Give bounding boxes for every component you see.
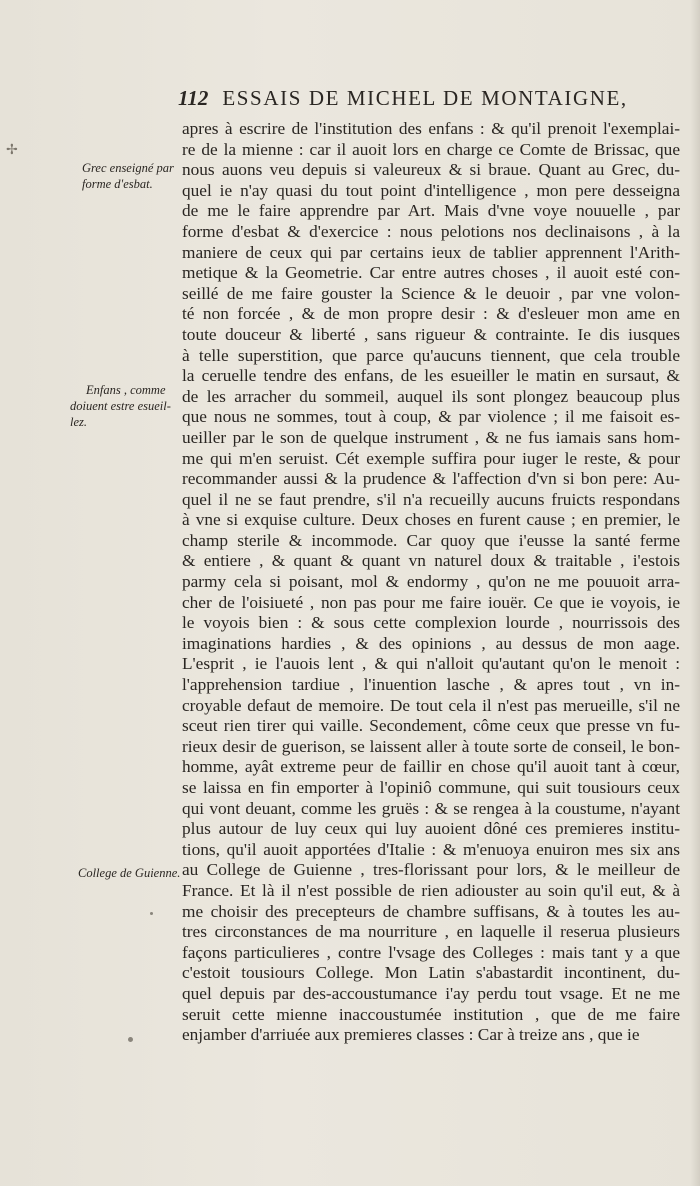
text-line: de les arracher du sommeil, auquel ils sont plongez beaucoup plus	[182, 386, 680, 406]
text-line: parmy cela si poisant, mol & endormy , qu'on ne me pouuoit arra-	[182, 572, 680, 592]
margin-note-greek	[82, 160, 182, 192]
text-line: enjamber d'arriuée aux premieres classes : Car à treize ans , que ie	[182, 1025, 640, 1045]
text-line: plus autour de luy ceux qui luy auoient dôné ces premieres institu-	[182, 819, 680, 839]
text-line: l'apprehension tardiue , l'inuention lasche , & apres tout , vn in-	[182, 675, 680, 695]
text-line: qui vont deuant, comme les gruës : & se rengea à la coustume, n'ayant	[182, 798, 680, 818]
text-line: champ sterile & incommode. Car quoy que i'eusse la santé ferme	[182, 530, 680, 550]
text-line: seillé de me faire gouster la Science & le deuoir , par vne volon-	[182, 283, 680, 303]
running-title: ESSAIS DE MICHEL DE MONTAIGNE,	[222, 86, 628, 110]
gutter-ornament: ✢	[6, 142, 18, 158]
margin-note-line: Enfans , comme	[86, 383, 166, 397]
text-line: seruit cette mienne inaccoustumée institution , que de me faire	[182, 1004, 680, 1024]
text-line: toute douceur & liberté , sans rigueur & contrainte. Ie dis iusques	[182, 324, 680, 344]
text-line: homme, ayât extreme peur de faillir en chose qu'il auoit tant à cœur,	[182, 757, 680, 777]
text-line: rieux desir de guerison, se laissent aller à toute sorte de conseil, le bon-	[182, 736, 680, 756]
text-line: ueiller par le son de quelque instrument , & ne fus iamais sans hom-	[182, 427, 680, 447]
text-line: L'esprit , ie l'auois lent , & qui n'alloit qu'autant qu'on le menoit :	[182, 654, 680, 674]
ink-spot	[150, 912, 153, 915]
body-text	[182, 119, 680, 1046]
text-line: metique & la Geometrie. Car entre autres choses , il auoit esté con-	[182, 263, 680, 283]
text-line: de me le faire apprendre par Art. Mais d'vne voye nouuelle , par	[182, 201, 680, 221]
margin-note-enfans	[70, 382, 178, 430]
text-line: & entiere , & quant & quant vn naturel doux & traitable , i'estois	[182, 551, 680, 571]
text-line: apres à escrire de l'institution des enfans : & qu'il prenoit l'exemplai-	[182, 119, 680, 138]
text-line: le voyois bien : & sous cette complexion lourde , nourrissois des	[182, 613, 680, 633]
text-line: à telle superstition, que parce qu'aucuns tiennent, que cela trouble	[182, 345, 680, 365]
text-line: recommander aussi & la prudence & l'affection d'vn si bon pere: Au-	[182, 469, 680, 489]
text-line: façons particulieres , contre l'vsage des Colleges : mais tant y a que	[182, 942, 680, 962]
running-head	[178, 86, 628, 111]
text-line: France. Et là il n'est possible de rien adiouster au soin qu'il eut, & à	[182, 880, 680, 900]
text-line: tions, qu'il auoit apportées d'Italie : & m'enuoya enuiron mes six ans	[182, 839, 680, 859]
margin-note-line: lez.	[70, 415, 88, 429]
text-line: imaginations hardies , & des opinions , au dessus de mon aage.	[182, 633, 680, 653]
text-line: maniere de ceux qui par certains ieux de tablier apprennent l'Arith-	[182, 242, 680, 262]
text-line: me choisir des precepteurs de chambre suffisans, & à toutes les au-	[182, 901, 680, 921]
margin-note-college	[78, 865, 188, 881]
text-line: à vne si exquise culture. Deux choses en furent cause ; en premier, le	[182, 510, 680, 530]
text-line: sceut rien tirer qui vaille. Secondement, côme ceux que presse vn fu-	[182, 716, 680, 736]
text-line: tres circonstances de ma nourriture , en laquelle il reserua plusieurs	[182, 922, 680, 942]
text-line: forme d'esbat & d'exercice : nous pelotions nos declinaisons , à la	[182, 221, 680, 241]
margin-note-line: forme d'esbat.	[82, 177, 153, 191]
text-line: la ceruelle tendre des enfans, de les esueiller le matin en sursaut, &	[182, 366, 680, 386]
text-line: quel il ne se faut prendre, s'il n'a recueilly aucuns fruicts respondans	[182, 489, 680, 509]
text-line: quel ie n'ay quasi du tout point d'intelligence , mon pere desseigna	[182, 180, 680, 200]
text-line: se laissa en fin emporter à l'opiniô commune, qui suit tousiours ceux	[182, 778, 680, 797]
ink-spot	[128, 1037, 133, 1042]
text-line: cher de l'oisiueté , non pas pour me faire iouër. Ce que ie voyois, ie	[182, 592, 680, 612]
text-line: quel depuis par des-accoustumance i'ay perdu tout vsage. Et ne me	[182, 983, 680, 1003]
text-line: que nous ne sommes, tout à coup, & par violence ; il me faisoit es-	[182, 407, 680, 427]
text-line: au College de Guienne , tres-florissant pour lors, & le meilleur de	[182, 860, 680, 880]
text-line: re de la mienne : car il auoit lors en charge ce Comte de Brissac, que	[182, 139, 680, 159]
margin-note-line: Grec enseigné par	[82, 161, 174, 175]
text-line: croyable defaut de memoire. De tout cela il n'est pas merueille, s'il ne	[182, 695, 680, 715]
margin-note-line: College de Guienne.	[78, 866, 181, 880]
text-line: nous auons veu depuis si valeureux & si braue. Quant au Grec, du-	[182, 160, 680, 180]
page-edge-shadow	[690, 0, 700, 1186]
text-line: té non forcée , & de mon propre desir : & d'esleuer mon ame en	[182, 304, 680, 324]
text-line: me qui m'en seruist. Cét exemple suffira pour iuger le reste, & pour	[182, 448, 680, 468]
text-line: c'estoit tousiours College. Mon Latin s'abastardit incontinent, du-	[182, 963, 680, 983]
page-number: 112	[178, 86, 209, 110]
margin-note-line: doiuent estre esueil-	[70, 399, 171, 413]
